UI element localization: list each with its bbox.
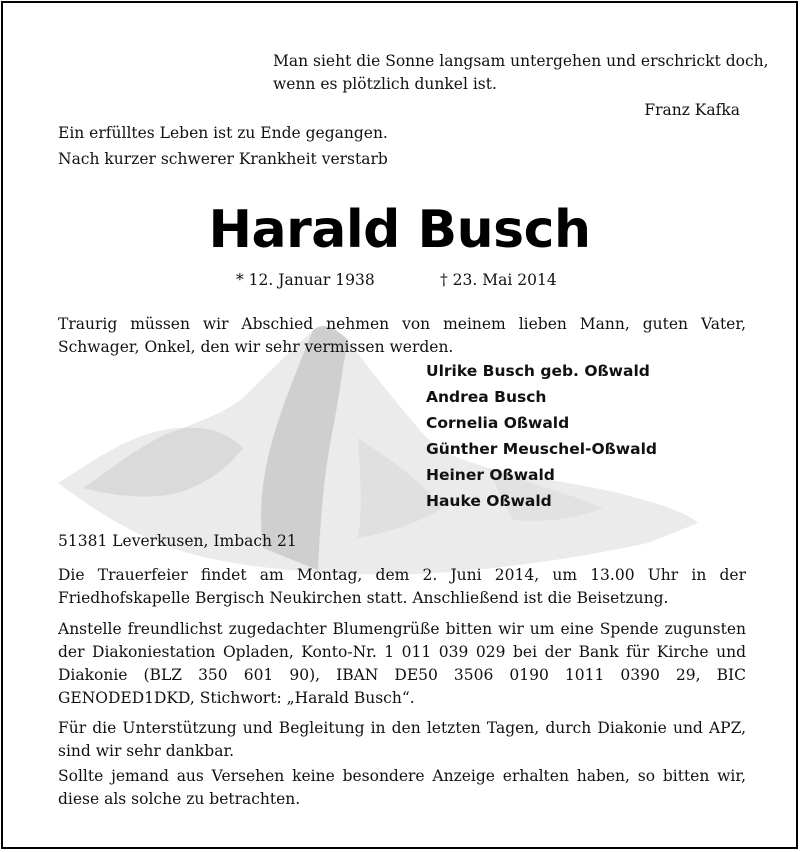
notice-text: Sollte jemand aus Versehen keine besondere Anzeige erhalten haben, so bitten wir, diese als solche zu betrachten. (58, 767, 746, 808)
address: 51381 Leverkusen, Imbach 21 (58, 532, 297, 550)
deceased-name: Harald Busch (208, 200, 591, 260)
family-member: Andrea Busch (426, 388, 547, 406)
quote-text (273, 50, 769, 96)
donation-text: Anstelle freundlichst zugedachter Blumengrüße bitten wir um eine Spende zugunsten der Diakoniestation Opladen, Konto-Nr. 1 011 039 029 bei der Bank für Kirche und Diakonie (BLZ 350 601 90), IBAN DE50 3506 0190 1011 0390 29, BIC GENODED1DKD, Stichwort: „Harald Busch“. (58, 620, 746, 707)
family-member: Cornelia Oßwald (426, 414, 570, 432)
quote-line-1: Man sieht die Sonne langsam untergehen und erschrickt doch, (273, 52, 769, 70)
family-member: Heiner Oßwald (426, 466, 555, 484)
quote-author: Franz Kafka (644, 101, 740, 119)
family-member: Hauke Oßwald (426, 492, 552, 510)
death-date: † 23. Mai 2014 (440, 271, 557, 289)
intro-line-2: Nach kurzer schwerer Krankheit verstarb (58, 150, 388, 168)
family-member: Günther Meuschel-Oßwald (426, 440, 657, 458)
ceremony-text: Die Trauerfeier findet am Montag, dem 2. Juni 2014, um 13.00 Uhr in der Friedhofskapelle Bergisch Neukirchen statt. Anschließend ist die Beisetzung. (58, 566, 746, 607)
birth-date: * 12. Januar 1938 (236, 271, 375, 289)
support-text: Für die Unterstützung und Begleitung in den letzten Tagen, durch Diakonie und APZ, sind wir sehr dankbar. (58, 719, 746, 760)
quote-line-2: wenn es plötzlich dunkel ist. (273, 75, 497, 93)
family-member: Ulrike Busch geb. Oßwald (426, 362, 650, 380)
obituary-notice (1, 1, 798, 849)
family-list (426, 358, 657, 514)
mourning-text: Traurig müssen wir Abschied nehmen von meinem lieben Mann, guten Vater, Schwager, Onkel, den wir sehr vermissen werden. (58, 315, 746, 356)
intro-line-1: Ein erfülltes Leben ist zu Ende gegangen. (58, 124, 388, 142)
